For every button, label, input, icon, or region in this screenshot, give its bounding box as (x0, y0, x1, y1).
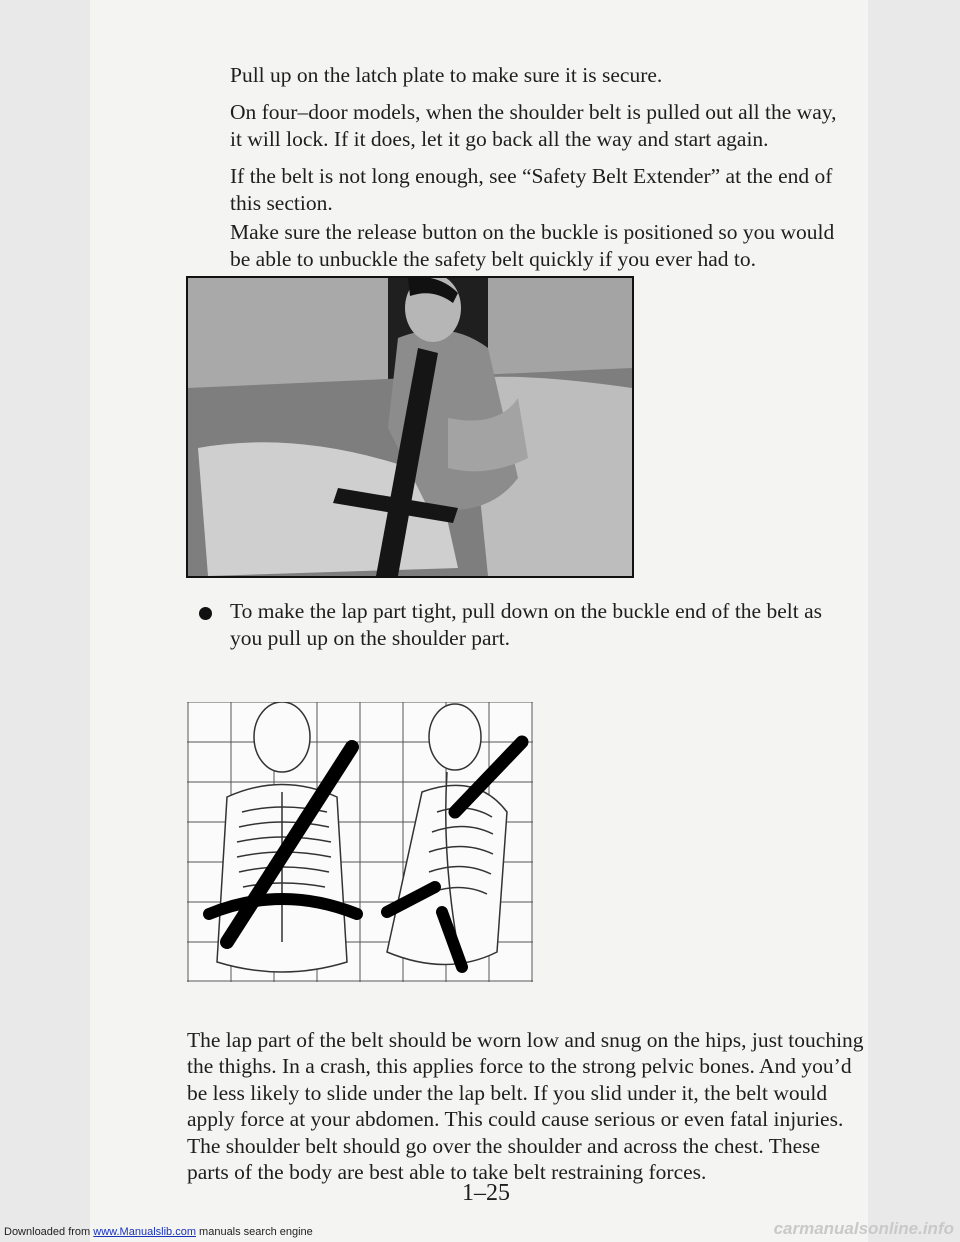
bullet-text: To make the lap part tight, pull down on the buckle end of the belt as you pull up on the shoulder part. (230, 599, 822, 650)
manualslib-link[interactable]: www.Manualslib.com (93, 1226, 196, 1238)
footer-suffix: manuals search engine (199, 1226, 313, 1238)
paragraph-lap-belt: The lap part of the belt should be worn low and snug on the hips, just touching the thighs. In a crash, this applies force to the strong pelvic bones. And you’d be less likely to slide under the lap belt. If you slid under it, the belt would apply force at your abdomen. This could cause serious or even fatal injuries. The shoulder belt should go over the shoulder and across the chest. These parts of the body are best able to take belt restraining forces. (187, 1028, 864, 1185)
seatbelt-photo (186, 276, 634, 578)
paragraph-four-door: On four–door models, when the shoulder belt is pulled out all the way, it will lock. If it does, let it go back all the way and start again. (230, 100, 837, 151)
footer-prefix: Downloaded from (4, 1226, 91, 1238)
bullet-dot (199, 607, 212, 620)
paragraph-extender: If the belt is not long enough, see “Safety Belt Extender” at the end of this section. (230, 164, 833, 215)
watermark-text: carmanualsonline.info (773, 1219, 954, 1238)
paragraph-release-button: Make sure the release button on the buckle is positioned so you would be able to unbuckle the safety belt quickly if you ever had to. (230, 220, 835, 271)
page-number: 1–25 (462, 1180, 510, 1206)
skeleton-belt-diagram (187, 702, 533, 982)
paragraph-latch: Pull up on the latch plate to make sure it is secure. (230, 63, 663, 87)
download-footer (4, 1226, 313, 1238)
